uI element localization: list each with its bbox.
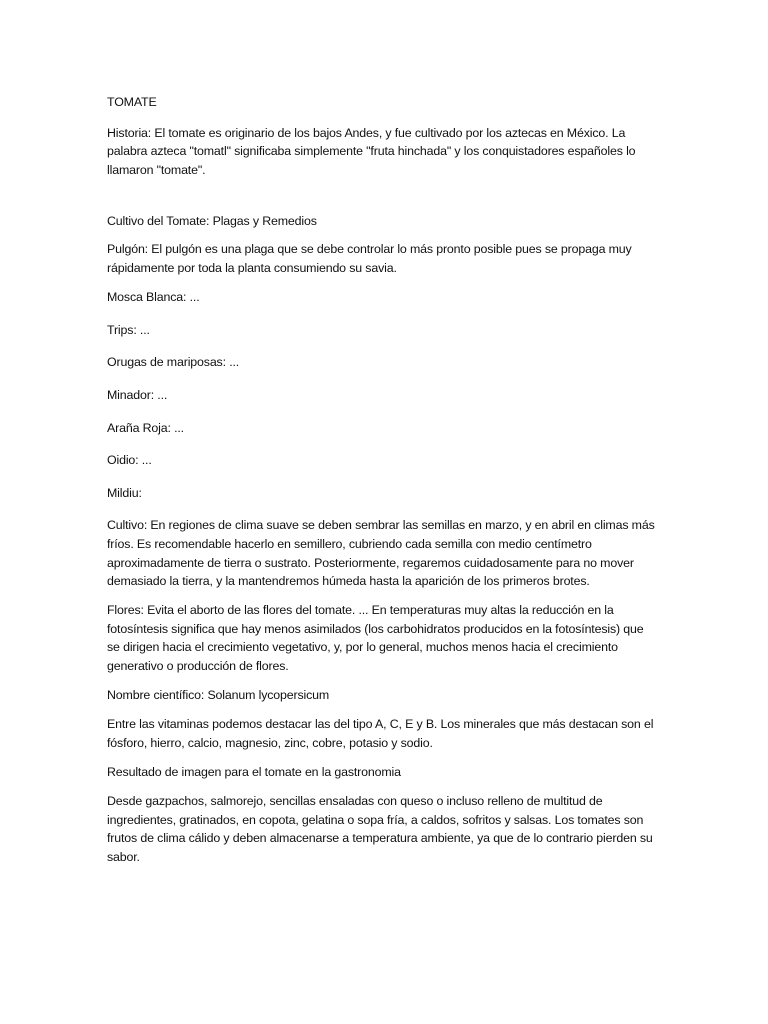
- section-heading-cultivo-plagas: Cultivo del Tomate: Plagas y Remedios: [107, 213, 317, 228]
- paragraph-historia: Historia: El tomate es originario de los bajos Andes, y fue cultivado por los aztecas en México. La palabra azteca "tomatl" significaba simplemente "fruta hinchada" y los conquistadores españoles lo llamaron "tomate".: [107, 125, 636, 177]
- document-body: [107, 93, 655, 877]
- paragraph-minador: Minador: ...: [107, 387, 168, 402]
- paragraph-cultivo: Cultivo: En regiones de clima suave se deben sembrar las semillas en marzo, y en abril en climas más fríos. Es recomendable hacerlo en semillero, cubriendo cada semilla con medio centímetro aproximadamente de tierra o sustrato. Posteriormente, regaremos cuidadosamente para no mover demasiado la tierra, y la mantendremos húmeda hasta la aparición de los primeros brotes.: [107, 518, 655, 589]
- blank-line: [107, 190, 655, 212]
- paragraph-trips: Trips: ...: [107, 322, 150, 337]
- paragraph-mildiu: Mildiu:: [107, 485, 142, 500]
- paragraph-flores: Flores: Evita el aborto de las flores del tomate. ... En temperaturas muy altas la reducción en la fotosíntesis significa que hay menos asimilados (los carbohidratos producidos en la fotosíntesis) que se dirigen hacia el crecimiento vegetativo, y, por lo general, muchos menos hacia el crecimiento generativo o producción de flores.: [107, 603, 644, 673]
- paragraph-orugas: Orugas de mariposas: ...: [107, 355, 240, 370]
- document-title: TOMATE: [107, 95, 157, 109]
- paragraph-nombre-cientifico: Nombre científico: Solanum lycopersicum: [107, 688, 330, 703]
- paragraph-arana-roja: Araña Roja: ...: [107, 420, 184, 435]
- paragraph-gastronomia: Desde gazpachos, salmorejo, sencillas ensaladas con queso o incluso relleno de multitud de ingredientes, gratinados, en copota, gelatina o sopa fría, a caldos, sofritos y salsas. Los tomates son frutos de clima cálido y deben almacenarse a temperatura ambiente, ya que de lo contrario pierden su sabor.: [107, 793, 653, 864]
- paragraph-vitaminas: Entre las vitaminas podemos destacar las del tipo A, C, E y B. Los minerales que más destacan son el fósforo, hierro, calcio, magnesio, zinc, cobre, potasio y sodio.: [107, 717, 654, 750]
- paragraph-mosca-blanca: Mosca Blanca: ...: [107, 290, 200, 305]
- paragraph-resultado-imagen: Resultado de imagen para el tomate en la gastronomia: [107, 764, 401, 779]
- paragraph-pulgon: Pulgón: El pulgón es una plaga que se debe controlar lo más pronto posible pues se propaga muy rápidamente por toda la planta consumiendo su savia.: [107, 242, 632, 276]
- paragraph-oidio: Oidio: ...: [107, 453, 152, 468]
